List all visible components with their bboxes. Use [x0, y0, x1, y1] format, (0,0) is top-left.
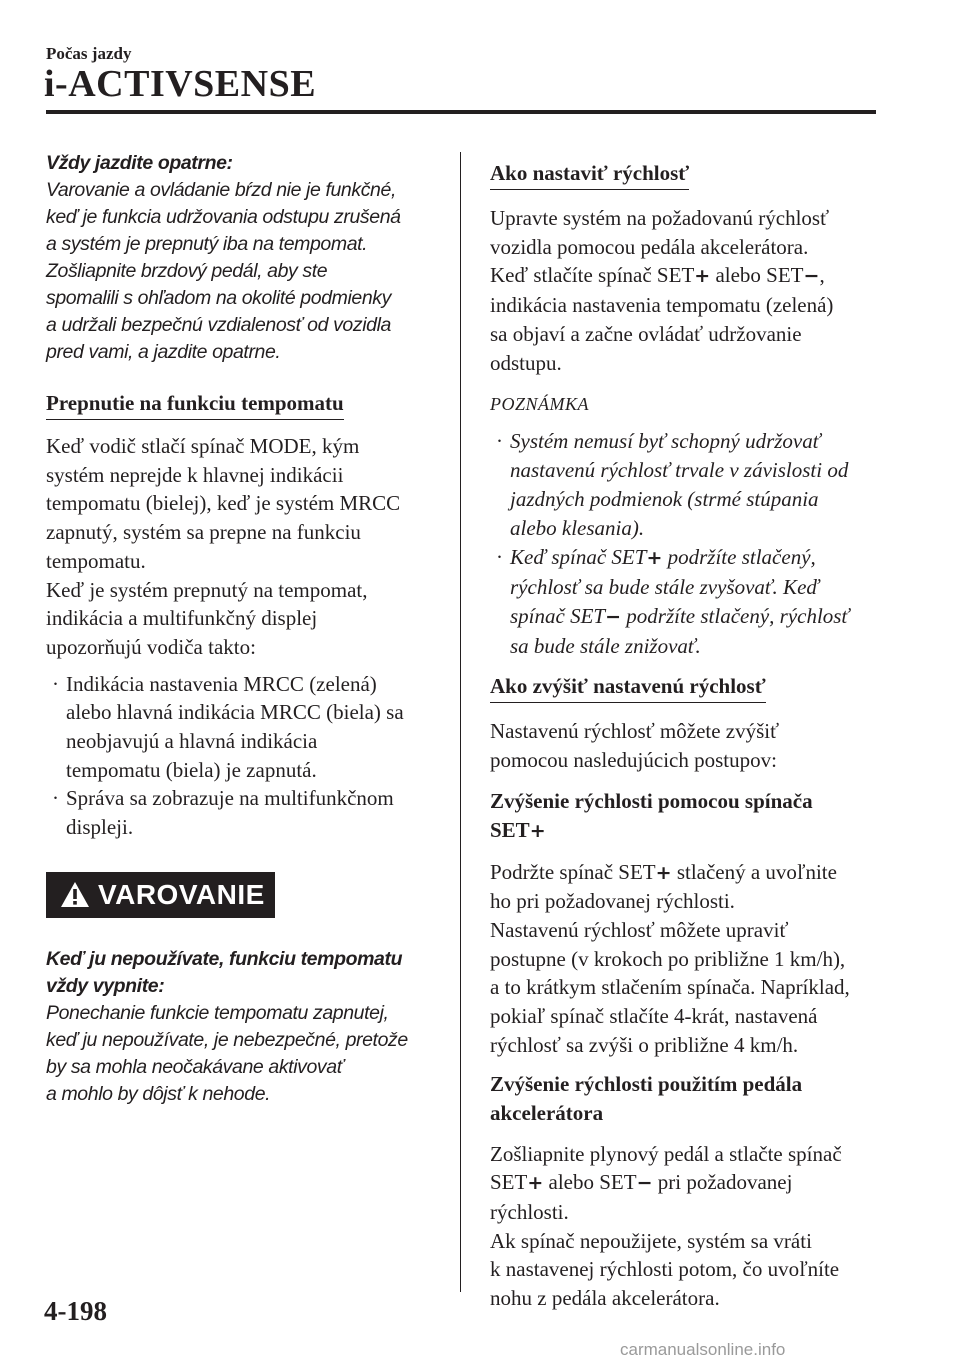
page-title: i-ACTIVSENSE — [44, 63, 317, 105]
text-line: indikácia a multifunkčný displej — [46, 606, 318, 631]
warning-line: by sa mohla neočakávane aktivovať — [46, 1055, 344, 1078]
text-line: nastavenú rýchlosť trvale v závislosti od — [510, 458, 849, 483]
text-line — [490, 858, 890, 888]
text-span: Keď stlačíte spínač SET — [490, 263, 695, 288]
text-line — [490, 261, 890, 291]
text-line — [490, 816, 890, 846]
caution-line: spomalili s ohľadom na okolité podmienky — [46, 287, 392, 309]
text-line: Zvýšenie rýchlosti pomocou spínača — [490, 788, 813, 813]
paragraph — [46, 432, 446, 662]
plus-icon: + — [527, 1172, 544, 1195]
text-span: podržíte stlačený, rýchlosť — [621, 604, 850, 629]
caution-line: a udržali bezpečnú vzdialenosť od vozidla — [46, 314, 391, 336]
paragraph — [490, 1140, 890, 1313]
caution-line: Varovanie a ovládanie bŕzd nie je funkčné, — [46, 179, 396, 201]
note-item — [490, 427, 890, 543]
right-column — [490, 150, 890, 1313]
text-span: alebo SET — [710, 263, 804, 288]
caution-line: Zošliapnite brzdový pedál, aby ste — [46, 260, 328, 282]
text-line: postupne (v krokoch po približne 1 km/h), — [490, 946, 846, 971]
text-line: alebo hlavná indikácia MRCC (biela) sa — [66, 700, 404, 725]
text-line: rýchlosti. — [490, 1199, 569, 1224]
left-column — [46, 150, 446, 1108]
text-line: Upravte systém na požadovanú rýchlosť — [490, 206, 830, 230]
text-line: tempomatu. — [46, 548, 146, 573]
text-line: indikácia nastavenia tempomatu (zelená) — [490, 293, 834, 318]
text-line: tempomatu (biela) je zapnutá. — [66, 757, 317, 782]
bullet-icon: · — [496, 429, 503, 454]
text-line: odstupu. — [490, 350, 562, 375]
text-span: Podržte spínač SET — [490, 859, 656, 884]
text-span: pri požadovanej — [652, 1170, 793, 1195]
text-span: SET — [490, 817, 530, 842]
caution-line: a systém je prepnutý iba na tempomat. — [46, 233, 368, 255]
text-span: stlačený a uvoľnite — [671, 859, 837, 884]
text-line: upozorňujú vodiča takto: — [46, 634, 256, 659]
text-span: alebo SET — [543, 1170, 637, 1195]
minus-icon: − — [636, 1172, 653, 1195]
text-line: nohu z pedála akcelerátora. — [490, 1286, 720, 1311]
list-item — [46, 670, 446, 785]
minus-icon: − — [803, 265, 820, 288]
text-span: podržíte stlačený, — [662, 545, 816, 570]
plus-icon: + — [655, 861, 672, 884]
warning-line: Ponechanie funkcie tempomatu zapnutej, — [46, 1001, 389, 1024]
plus-icon: + — [694, 265, 711, 288]
text-line: a to krátkym stlačením spínača. Napríklad, — [490, 975, 850, 1000]
subheading — [490, 1070, 890, 1128]
bullet-icon: · — [496, 545, 503, 570]
warning-text-block — [46, 946, 446, 1108]
text-line: Keď je systém prepnutý na tempomat, — [46, 577, 368, 602]
text-line: displeji. — [66, 815, 134, 840]
warning-line: a mohlo by dôjsť k nehode. — [46, 1082, 271, 1105]
section-heading: Ako nastaviť rýchlosť — [490, 160, 689, 190]
warning-label: VAROVANIE — [98, 878, 265, 910]
text-line: Zvýšenie rýchlosti použitím pedála — [490, 1071, 803, 1096]
text-line — [510, 602, 890, 632]
text-line: tempomatu (bielej), keď je systém MRCC — [46, 491, 401, 516]
warning-title: Keď ju nepoužívate, funkciu tempomatu — [46, 947, 403, 970]
text-span: SET — [490, 1170, 528, 1195]
warning-title: vždy vypnite: — [46, 974, 165, 997]
caution-block — [46, 150, 446, 366]
text-line: Systém nemusí byť schopný udržovať — [510, 429, 821, 454]
text-line: zapnutý, systém sa prepne na funkciu — [46, 520, 361, 545]
text-line: akcelerátora — [490, 1100, 604, 1125]
text-line: k nastavenej rýchlosti potom, čo uvoľníte — [490, 1257, 840, 1282]
warning-triangle-icon — [60, 881, 90, 908]
text-line: Zošliapnite plynový pedál a stlačte spínač — [490, 1141, 842, 1166]
paragraph — [490, 717, 890, 774]
subheading — [490, 787, 890, 846]
text-line — [510, 543, 890, 573]
text-line: rýchlosť sa zvýši o približne 4 km/h. — [490, 1032, 799, 1057]
text-line — [490, 1168, 890, 1198]
text-line: vozidla pomocou pedála akcelerátora. — [490, 234, 809, 259]
note-item — [490, 543, 890, 661]
header-rule — [46, 110, 876, 114]
text-line: jazdných podmienok (strmé stúpania — [510, 487, 819, 512]
section-heading: Prepnutie na funkciu tempomatu — [46, 390, 344, 420]
caution-title: Vždy jazdite opatrne: — [46, 152, 233, 174]
text-line: Ak spínač nepoužijete, systém sa vráti — [490, 1228, 812, 1253]
column-divider — [460, 152, 461, 1292]
plus-icon: + — [646, 547, 663, 570]
text-line: Správa sa zobrazuje na multifunkčnom — [66, 786, 394, 811]
warning-banner — [46, 872, 275, 918]
minus-icon: − — [605, 606, 622, 629]
text-line: neobjavujú a hlavná indikácia — [66, 729, 318, 754]
page-number: 4-198 — [44, 1296, 107, 1326]
paragraph — [490, 858, 890, 1060]
text-line: Indikácia nastavenia MRCC (zelená) — [66, 671, 377, 696]
caution-line: keď je funkcia udržovania odstupu zrušená — [46, 206, 401, 228]
list-item — [46, 784, 446, 841]
text-line: Nastavenú rýchlosť môžete upraviť — [490, 918, 789, 943]
note-title: POZNÁMKA — [490, 394, 590, 415]
section-label: Počas jazdy — [46, 44, 132, 63]
text-line: sa bude stále znižovať. — [510, 634, 701, 659]
text-line: systém neprejde k hlavnej indikácii — [46, 462, 344, 487]
note-list — [490, 427, 890, 661]
watermark-link[interactable]: carmanualsonline.info — [620, 1340, 786, 1359]
text-line: Nastavenú rýchlosť môžete zvýšiť — [490, 719, 780, 744]
text-span: , — [819, 263, 825, 288]
section-heading: Ako zvýšiť nastavenú rýchlosť — [490, 673, 766, 703]
text-line: alebo klesania). — [510, 516, 645, 541]
text-span: spínač SET — [510, 604, 606, 629]
bullet-icon: · — [52, 671, 59, 696]
text-line: ho pri požadovanej rýchlosti. — [490, 889, 735, 914]
caution-line: pred vami, a jazdite opatrne. — [46, 341, 281, 363]
text-line: Keď vodič stlačí spínač MODE, kým — [46, 434, 360, 458]
text-line: sa objaví a začne ovládať udržovanie — [490, 321, 802, 346]
text-span: Keď spínač SET — [510, 545, 647, 570]
text-line: pomocou nasledujúcich postupov: — [490, 747, 777, 772]
paragraph — [490, 204, 890, 377]
plus-icon: + — [529, 819, 546, 842]
text-line: pokiaľ spínač stlačíte 4-krát, nastavená — [490, 1004, 818, 1029]
bullet-icon: · — [52, 786, 59, 811]
warning-line: keď ju nepoužívate, je nebezpečné, pretože — [46, 1028, 408, 1051]
text-line: rýchlosť sa bude stále zvyšovať. Keď — [510, 575, 820, 600]
